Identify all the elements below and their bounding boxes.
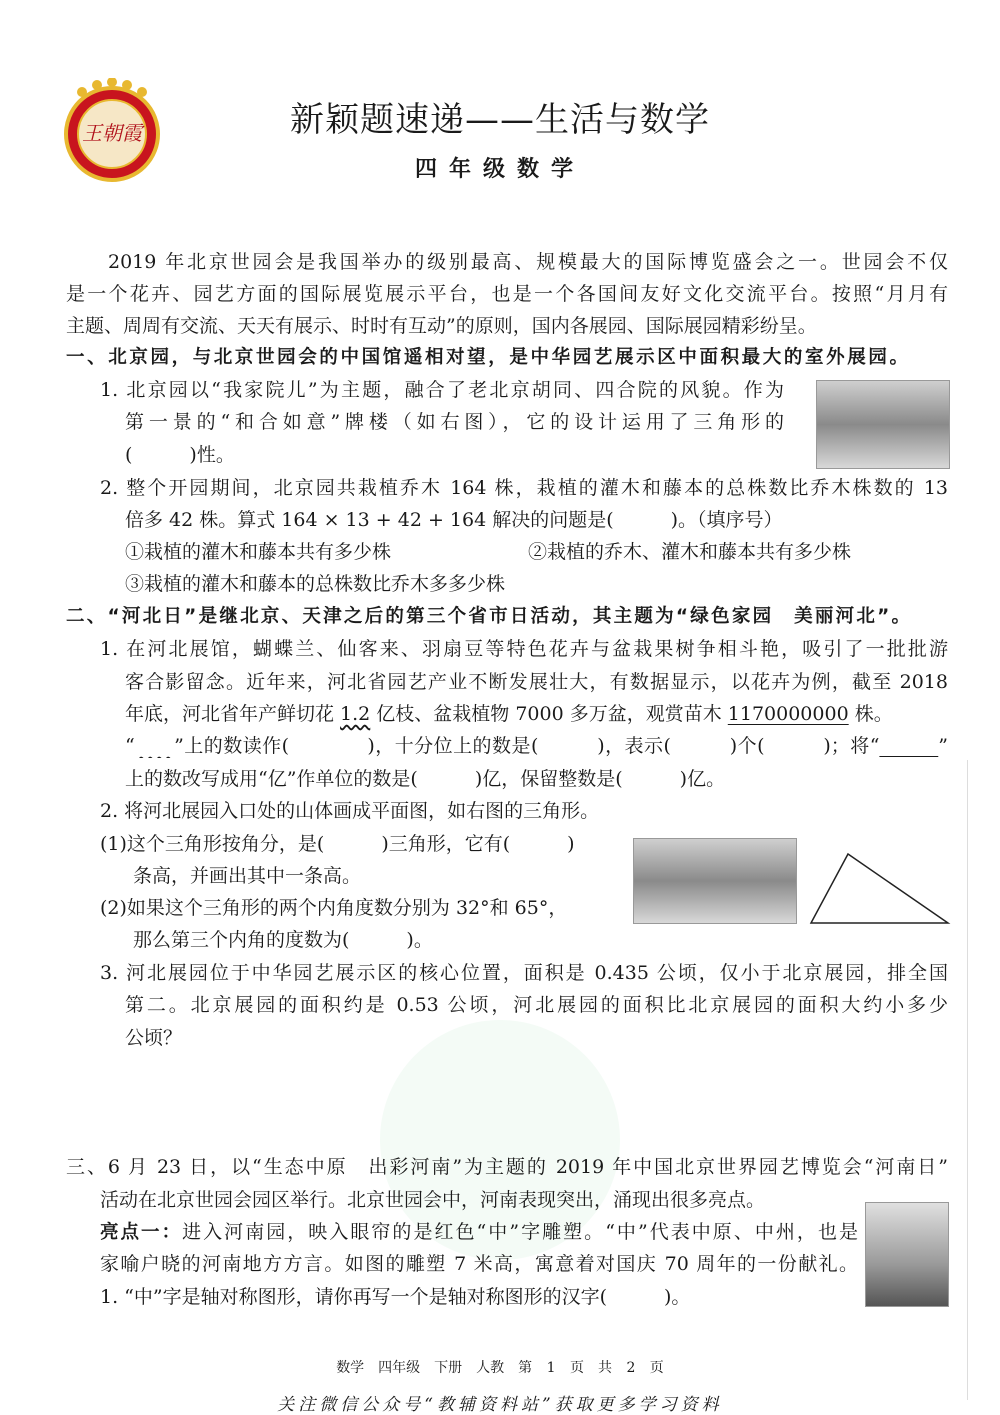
intro-line: 2019 年北京世园会是我国举办的级别最高、规模最大的国际博览盛会之一。世园会不仅 (108, 251, 948, 273)
hebei-garden-photo (633, 838, 797, 924)
text: “ (125, 735, 135, 757)
page-title: 新颖题速递——生活与数学 (290, 100, 710, 140)
section-1-heading: 一、北京园，与北京世园会的中国馆遥相对望，是中华园艺展示区中面积最大的室外展园。 (66, 347, 908, 368)
section-3-text: 家喻户晓的河南地方方言。如图的雕塑 7 米高，寓意着对国庆 70 周年的一份献礼。 (100, 1253, 858, 1275)
question-text: (1)这个三角形按角分，是( )三角形，它有( ) (100, 833, 575, 855)
scan-edge-line (967, 760, 968, 1400)
text: 株。 (848, 703, 893, 725)
question-text: 第二。北京展园的面积约是 0.53 公顷，河北展园的面积比北京展园的面积大约小多少 (125, 994, 948, 1016)
page-footer: 数学 四年级 下册 人教 第 1 页 共 2 页 (336, 1360, 664, 1376)
question-text (125, 702, 893, 726)
question-text: 客合影留念。近年来，河北省园艺产业不断发展壮大，有数据显示，以花卉为例，截至 2018 (125, 671, 948, 693)
question-text: 3. 河北展园位于中华园艺展示区的核心位置，面积是 0.435 公顷，仅小于北京展园，排全国 (100, 962, 948, 984)
promo-footer: 关注微信公众号“教辅资料站”获取更多学习资料 (277, 1395, 723, 1415)
wavy-blank (135, 735, 174, 757)
question-text (125, 734, 948, 758)
page-subtitle: 四年级数学 (414, 157, 585, 182)
question-text: (2)如果这个三角形的两个内角度数分别为 32°和 65°， (100, 897, 568, 919)
text: 进入河南园，映入眼帘的是红色“中”字雕塑。“中”代表中原、中州，也是 (182, 1221, 858, 1243)
question-text: 倍多 42 株。算式 164 × 13 + 42 + 164 解决的问题是( )。（填序号） (125, 509, 783, 531)
text: 亿枝、盆栽植物 7000 多万盆，观赏苗木 (370, 703, 728, 725)
question-text: 2. 将河北展园入口处的山体画成平面图，如右图的三角形。 (100, 800, 600, 822)
intro-line: 主题、周周有交流、天天有展示、时时有互动”的原则，国内各展园、国际展园精彩纷呈。 (66, 315, 817, 337)
question-text: 条高，并画出其中一条高。 (133, 865, 362, 887)
question-text: 公顷？ (125, 1027, 183, 1049)
text: 年底，河北省年产鲜切花 (125, 703, 341, 725)
question-text: 上的数改写成用“亿”作单位的数是( )亿，保留整数是( )亿。 (125, 768, 726, 790)
triangle-diagram (808, 850, 952, 926)
question-text: 2. 整个开园期间，北京园共栽植乔木 164 株，栽植的灌木和藤本的总株数比乔木株数的 13 (100, 477, 948, 499)
question-text: 那么第三个内角的度数为( )。 (133, 929, 433, 951)
wavy-underlined-number: 1.2 (340, 703, 371, 725)
intro-line: 是一个花卉、园艺方面的国际展览展示平台，也是一个各国间友好文化交流平台。按照“月月有 (66, 283, 948, 305)
answer-blank-line: ( )性。 (125, 444, 235, 466)
text: ” (938, 735, 948, 757)
option-1: ①栽植的灌木和藤本共有多少株 (125, 541, 392, 563)
section-3-text: 活动在北京世园会园区举行。北京世园会中，河南表现突出，涌现出很多亮点。 (100, 1189, 766, 1211)
option-3: ③栽植的灌木和藤本的总株数比乔木多多少株 (125, 573, 506, 595)
question-text: 1. 北京园以“我家院儿”为主题，融合了老北京胡同、四合院的风貌。作为 (100, 379, 784, 401)
section-3-heading: 三、6 月 23 日，以“生态中原 出彩河南”为主题的 2019 年中国北京世界园艺博览会“河南日” (66, 1156, 948, 1178)
section-2-heading: 二、“河北日”是继北京、天津之后的第三个省市日活动，其主题为“绿色家园 美丽河北”。 (66, 606, 910, 627)
highlight-label: 亮点一： (100, 1222, 183, 1243)
question-text: 1. 在河北展馆，蝴蝶兰、仙客来、羽扇豆等特色花卉与盆栽果树争相斗艳，吸引了一批批游 (100, 638, 948, 660)
question-text: 1. “中”字是轴对称图形，请你再写一个是轴对称图形的汉字( )。 (100, 1286, 691, 1308)
section-3-text (100, 1220, 858, 1244)
zhong-sculpture-photo (865, 1202, 949, 1307)
text: ”上的数读作( )，十分位上的数是( )，表示( )个( )；将“ (174, 735, 880, 757)
question-text: 第一景的“和合如意”牌楼（如右图），它的设计运用了三角形的 (125, 411, 784, 433)
option-2: ②栽植的乔木、灌木和藤本共有多少株 (528, 541, 852, 563)
svg-text:王朝霞: 王朝霞 (82, 121, 142, 145)
memorial-archway-photo (816, 380, 950, 469)
underline-blank (879, 735, 938, 757)
underlined-number: 1170000000 (727, 703, 849, 725)
